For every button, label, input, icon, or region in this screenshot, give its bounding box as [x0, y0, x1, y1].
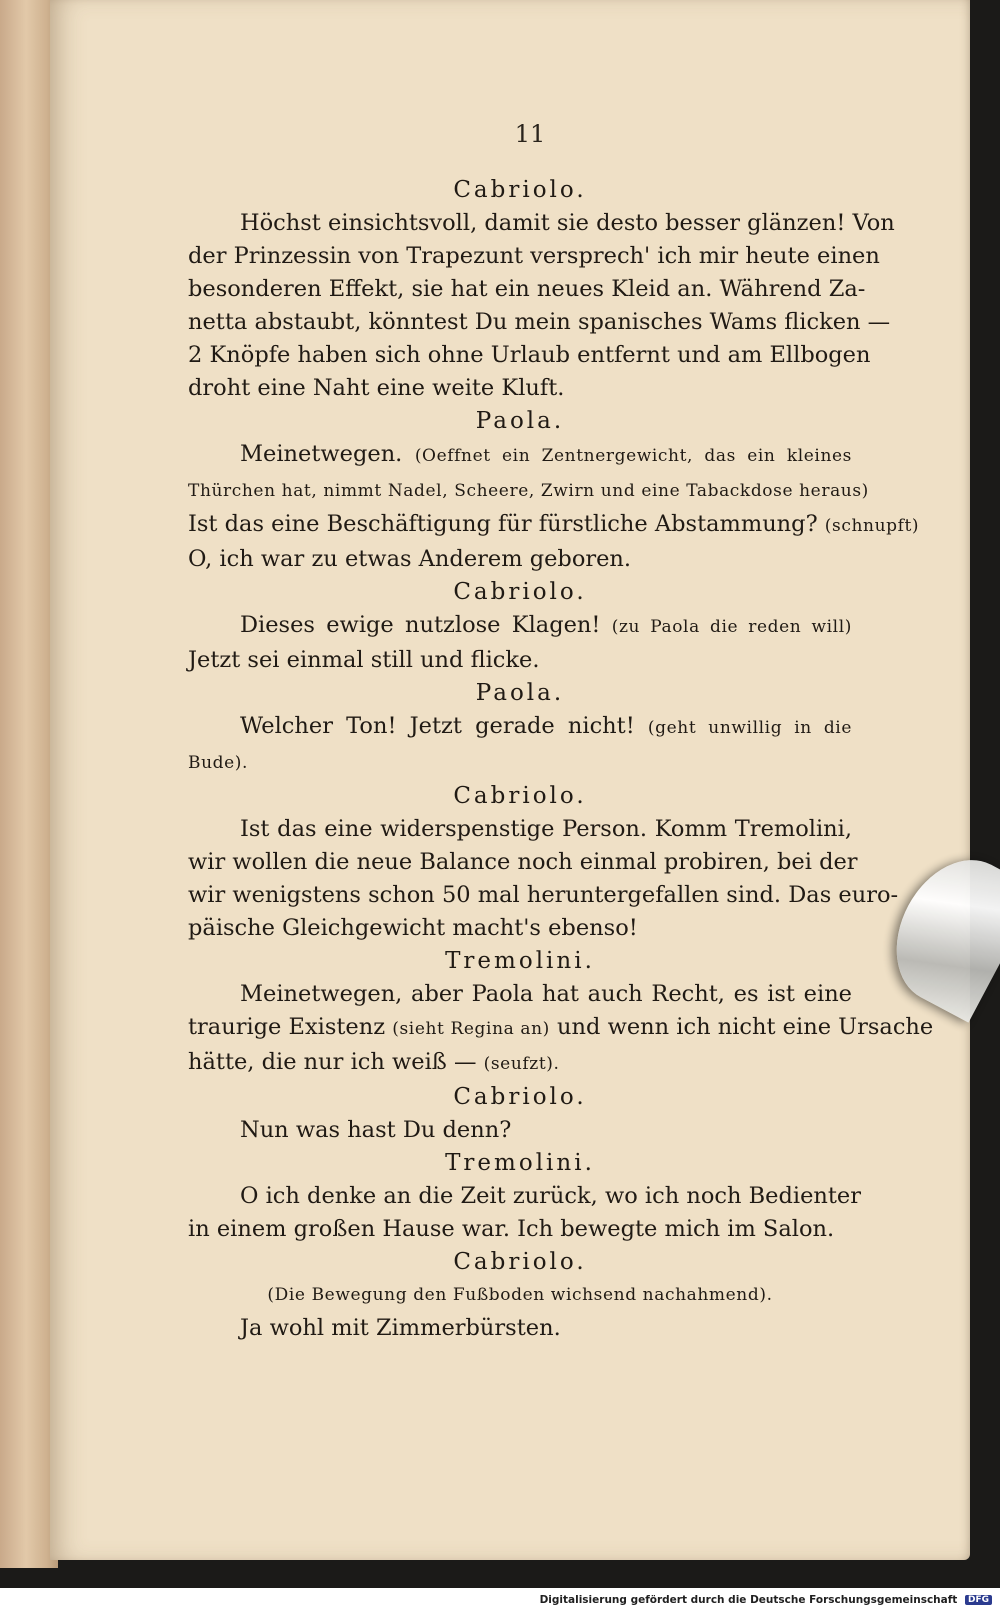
text-line: in einem großen Hause war. Ich bewegte mich im Salon.: [188, 1216, 835, 1242]
speaker-name: Tremolini.: [445, 948, 595, 974]
text-line: wir wollen die neue Balance noch einmal probiren, bei der: [188, 849, 858, 875]
text-line: Nun was hast Du denn?: [240, 1117, 512, 1143]
text-line: [188, 1011, 934, 1046]
stage-direction: (zu Paola die reden will): [611, 617, 852, 637]
stage-direction: Thürchen hat, nimmt Nadel, Scheere, Zwirn und eine Tabackdose heraus): [188, 481, 869, 501]
dfg-logo: DFG: [965, 1595, 992, 1605]
dialogue-text: hätte, die nur ich weiß —: [188, 1049, 484, 1075]
speaker-name: Paola.: [475, 408, 565, 434]
dialogue-text: und wenn ich nicht eine Ursache: [549, 1014, 934, 1040]
text-line: [188, 508, 920, 543]
text-line: wir wenigstens schon 50 mal heruntergefallen sind. Das euro-: [188, 882, 899, 908]
stage-direction: (Die Bewegung den Fußboden wichsend nachahmend).: [267, 1285, 773, 1305]
stage-direction: (geht unwillig in die: [647, 718, 852, 738]
text-line: Jetzt sei einmal still und flicke.: [188, 647, 540, 673]
digitization-credit: [540, 1594, 992, 1606]
text-line: [188, 438, 852, 473]
text-line: besonderen Effekt, sie hat ein neues Kleid an. Während Za-: [188, 276, 866, 302]
text-line: der Prinzessin von Trapezunt versprech' ich mir heute einen: [188, 243, 880, 269]
text-line: Höchst einsichtsvoll, damit sie desto besser glänzen! Von: [240, 210, 895, 236]
text-line: Meinetwegen, aber Paola hat auch Recht, es ist eine: [240, 981, 852, 1007]
speaker-name: Cabriolo.: [453, 783, 587, 809]
dialogue-text: Meinetwegen.: [240, 441, 415, 467]
text-line: [188, 473, 869, 508]
book-page: [50, 0, 970, 1560]
text-line: päische Gleichgewicht macht's ebenso!: [188, 915, 638, 941]
credit-text: Digitalisierung gefördert durch die Deutsche Forschungsgemeinschaft: [539, 1594, 958, 1606]
stage-direction: (sieht Regina an): [392, 1019, 550, 1039]
text-line: O ich denke an die Zeit zurück, wo ich noch Bedienter: [240, 1183, 861, 1209]
stage-direction: (schnupft): [824, 516, 920, 536]
dialogue-text: Welcher Ton! Jetzt gerade nicht!: [240, 713, 648, 739]
dialogue-text: traurige Existenz: [188, 1014, 393, 1040]
text-line: [188, 745, 852, 780]
speaker-name: Cabriolo.: [453, 177, 587, 203]
page-number: 11: [514, 120, 546, 148]
text-line: droht eine Naht eine weite Kluft.: [188, 375, 565, 401]
text-line: [188, 710, 852, 745]
speaker-name: Cabriolo.: [453, 579, 587, 605]
speaker-name: Cabriolo.: [453, 1084, 587, 1110]
text-line: 2 Knöpfe haben sich ohne Urlaub entfernt und am Ellbogen: [188, 342, 871, 368]
dialogue-text: Ist das eine Beschäftigung für fürstliche Abstammung?: [188, 511, 825, 537]
text-line: [188, 1046, 852, 1081]
speaker-name: Paola.: [475, 680, 565, 706]
text-line: [188, 609, 852, 644]
stage-direction: (Oeffnet ein Zentnergewicht, das ein kleines: [414, 446, 852, 466]
stage-direction: (seufzt).: [483, 1054, 560, 1074]
text-line: Ja wohl mit Zimmerbürsten.: [240, 1315, 561, 1341]
page-text: [188, 174, 934, 1345]
stage-direction: Bude).: [188, 753, 249, 773]
speaker-name: Tremolini.: [445, 1150, 595, 1176]
text-line: O, ich war zu etwas Anderem geboren.: [188, 546, 632, 572]
dialogue-text: Dieses ewige nutzlose Klagen!: [240, 612, 612, 638]
speaker-name: Cabriolo.: [453, 1249, 587, 1275]
text-line: Ist das eine widerspenstige Person. Komm Tremolini,: [240, 816, 852, 842]
text-line: netta abstaubt, könntest Du mein spanisches Wams flicken —: [188, 309, 891, 335]
